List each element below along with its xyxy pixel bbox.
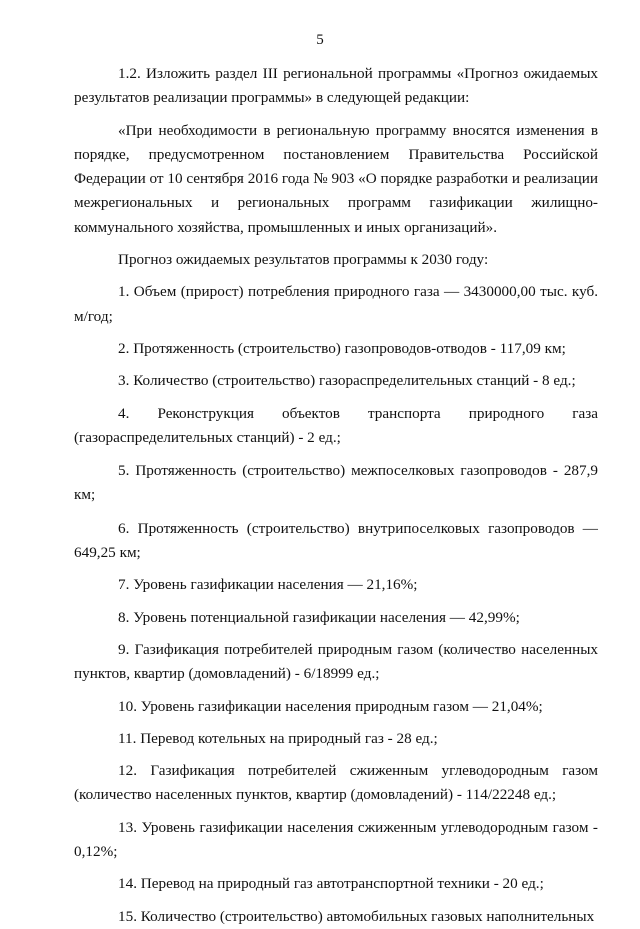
list-item: 3. Количество (строительство) газораспределительных станций - 8 ед.; <box>118 372 576 390</box>
list-item: 2. Протяженность (строительство) газопроводов-отводов - 117,09 км; <box>118 339 566 357</box>
list-item: 12. Газификация потребителей сжиженным углеводородным газом (количество населенных пунктов, квартир (домовладений) - 114/22248 ед.; <box>74 762 598 804</box>
page-number: 5 <box>316 32 324 48</box>
list-item: 11. Перевод котельных на природный газ - 28 ед.; <box>118 729 438 747</box>
paragraph-forecast-heading: Прогноз ожидаемых результатов программы к 2030 году: <box>118 251 489 269</box>
list-item: 13. Уровень газификации населения сжиженным углеводородным газом - 0,12%; <box>74 818 598 861</box>
list-item: 5. Протяженность (строительство) межпоселковых газопроводов - 287,9 км; <box>74 462 598 504</box>
list-item: 1. Объем (прирост) потребления природного газа — 3430000,00 тыс. куб. м/год; <box>74 283 598 325</box>
list-item: 14. Перевод на природный газ автотранспортной техники - 20 ед.; <box>118 875 544 893</box>
list-item: 8. Уровень потенциальной газификации населения — 42,99%; <box>118 608 520 626</box>
list-item: 15. Количество (строительство) автомобильных газовых наполнительных <box>118 907 595 925</box>
list-item: 4. Реконструкция объектов транспорта природного газа (газораспределительных станций) - 2 ед.; <box>74 404 598 446</box>
paragraph-amendment-intro: 1.2. Изложить раздел III региональной программы «Прогноз ожидаемых результатов реализации программы» в следующей редакции: <box>74 65 598 107</box>
document-body <box>74 62 598 929</box>
paragraph-amendment-text: «При необходимости в региональную программу вносятся изменения в порядке, предусмотренном постановлением Правительства Российской Федерации от 10 сентября 2016 года № 903 «О порядке разработки и реализации межрегиональных и региональных программ газификации жилищно-коммунального хозяйства, промышленных и иных организаций». <box>74 121 598 236</box>
list-item: 10. Уровень газификации населения природным газом — 21,04%; <box>118 697 543 715</box>
list-item: 7. Уровень газификации населения — 21,16%; <box>118 576 418 594</box>
list-item: 6. Протяженность (строительство) внутрипоселковых газопроводов — 649,25 км; <box>74 519 598 562</box>
list-item: 9. Газификация потребителей природным газом (количество населенных пунктов, квартир (домовладений) - 6/18999 ед.; <box>74 640 598 683</box>
